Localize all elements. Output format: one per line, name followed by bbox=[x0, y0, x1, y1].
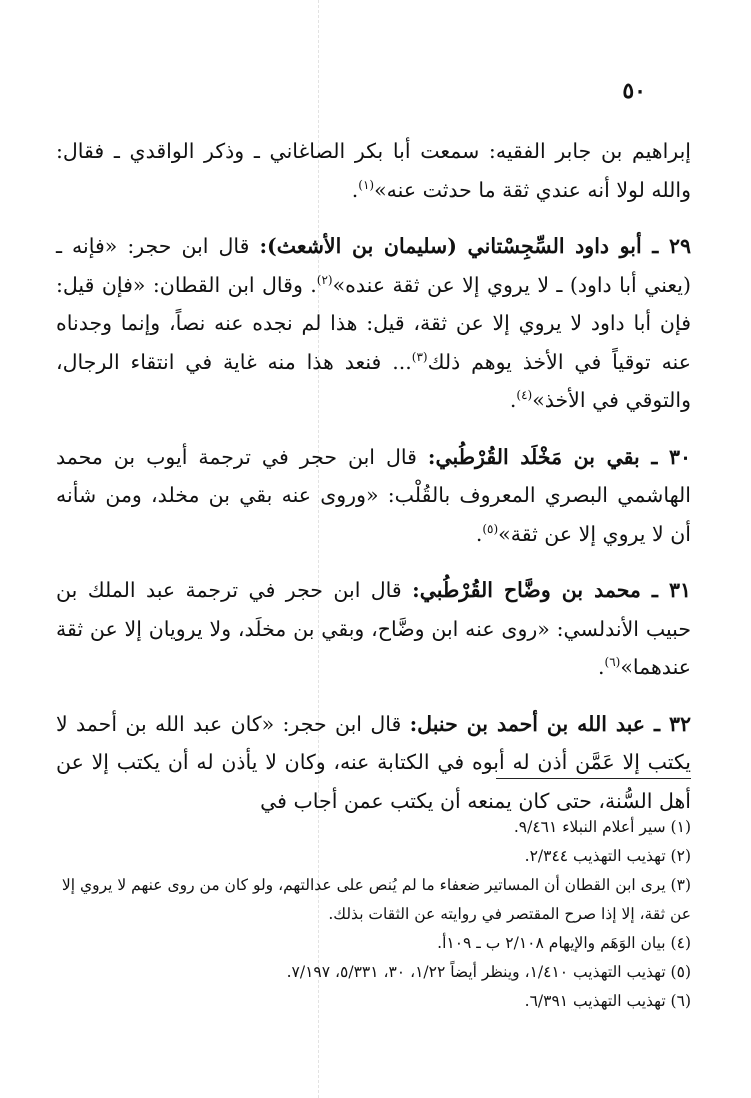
footnote-6: (٦) تهذيب التهذيب ٦/٣٩١. bbox=[524, 992, 691, 1010]
footnotes bbox=[56, 813, 691, 1016]
paragraph-entry-32 bbox=[56, 705, 691, 821]
paragraph-entry-30 bbox=[56, 438, 691, 554]
entry-title: ٢٩ ـ أبو داود السِّجِسْتاني (سليمان بن الأشعث): bbox=[259, 234, 691, 258]
footnote-5: (٥) تهذيب التهذيب ١/٤١٠، وينظر أيضاً ١/٢٢، ٣٠، ٥/٣٣١، ٧/١٩٧. bbox=[286, 963, 691, 981]
main-text bbox=[56, 132, 691, 838]
footnote-ref[interactable]: (٤) bbox=[516, 388, 533, 403]
paragraph-intro bbox=[56, 132, 691, 209]
footnote-2: (٢) تهذيب التهذيب ٢/٣٤٤. bbox=[524, 847, 691, 865]
footnote-ref[interactable]: (٦) bbox=[604, 655, 621, 670]
footnote-ref[interactable]: (٥) bbox=[482, 521, 499, 536]
paragraph-end: . bbox=[598, 655, 605, 679]
paragraph-text: قال ابن حجر في ترجمة أيوب بن محمد الهاشمي البصري المعروف بالقُلْب: «وروى عنه بقي بن مخلد، ومن شأنه أن لا يروي إلا عن ثقة» bbox=[56, 444, 691, 546]
page-number: ٥٠ bbox=[622, 78, 646, 104]
paragraph-text: قال ابن حجر: «فإنه ـ (يعني أبا داود) ـ لا يروي إلا عن ثقة عنده» bbox=[56, 234, 692, 297]
footnote-4: (٤) بيان الوَهَم والإيهام ٢/١٠٨ ب ـ ١٠٩أ. bbox=[437, 934, 691, 952]
footnote-divider bbox=[496, 778, 691, 779]
paragraph-text-continued: . وقال ابن القطان: «فإن قيل: فإن أبا داود لا يروي إلا عن ثقة، قيل: هذا لم نجده عنه نصاً، وإنما وجدناه عنه توقياً في الأخذ يوهم ذلك bbox=[56, 272, 691, 374]
paragraph-end: . bbox=[475, 521, 483, 546]
entry-title: ٣٢ ـ عبد الله بن أحمد بن حنبل: bbox=[409, 711, 691, 736]
footnote-3: (٣) يرى ابن القطان أن المساتير ضعفاء ما لم يُنص على عدالتهم، ولو كان من روى عنهم لا يروي إلا عن ثقة، إلا إذا صرح المقتصر في روايته عن الثقات بذلك. bbox=[61, 876, 691, 923]
entry-title: ٣١ ـ محمد بن وضَّاح القُرْطُبي: bbox=[412, 578, 691, 602]
paragraph-text: إبراهيم بن جابر الفقيه: سمعت أبا بكر الصاغاني ـ وذكر الواقدي ـ فقال: والله لولا أنه عندي ثقة ما حدثت عنه» bbox=[56, 139, 691, 202]
paragraph-end: . bbox=[509, 388, 517, 412]
footnote-1: (١) سير أعلام النبلاء ٩/٤٦١. bbox=[513, 818, 691, 836]
paragraph-text: قال ابن حجر: «كان عبد الله بن أحمد لا يكتب إلا عَمَّن أذن له أبوه في الكتابة عنه، وكان لا يأذن له أن يكتب إلا عن أهل السُّنة، حتى كان يمنعه أن يكتب عمن أجاب في bbox=[56, 711, 691, 813]
paragraph-entry-29 bbox=[56, 227, 691, 420]
paragraph-end: . bbox=[351, 177, 359, 202]
paragraph-text: قال ابن حجر في ترجمة عبد الملك بن حبيب الأندلسي: «روى عنه ابن وضَّاح، وبقي بن مخلَد، ولا يرويان إلا عن ثقة عندهما» bbox=[56, 578, 691, 679]
footnote-ref[interactable]: (١) bbox=[358, 177, 375, 192]
footnote-ref[interactable]: (٣) bbox=[411, 349, 428, 364]
paragraph-entry-31 bbox=[56, 571, 691, 687]
footnote-ref[interactable]: (٢) bbox=[316, 272, 333, 287]
entry-title: ٣٠ ـ بقي بن مَخْلَد القُرْطُبي: bbox=[427, 444, 691, 469]
paragraph-text-continued: ... فنعد هذا منه غاية في انتقاء الرجال، والتوقي في الأخذ» bbox=[56, 349, 691, 412]
